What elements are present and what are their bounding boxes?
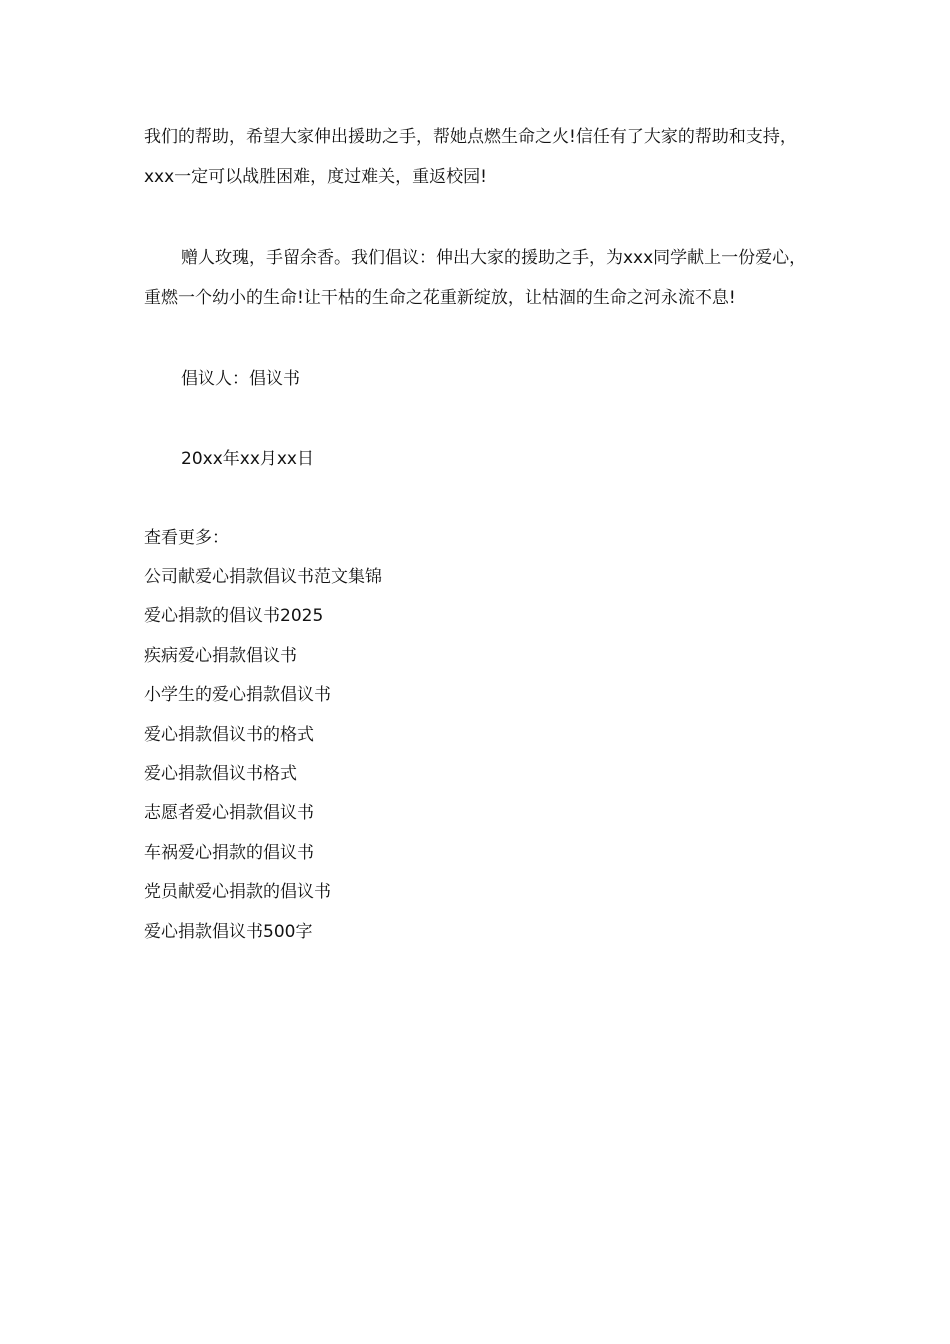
see-more-link[interactable]: 车祸爱心捐款的倡议书: [144, 842, 314, 863]
see-more-link[interactable]: 爱心捐款倡议书的格式: [144, 724, 314, 745]
see-more-section: [144, 519, 809, 952]
document-body: [144, 117, 809, 952]
see-more-link[interactable]: 爱心捐款的倡议书2025: [144, 606, 324, 627]
paragraph-proposal: 赠人玫瑰，手留余香。我们倡议：伸出大家的援助之手，为xxx同学献上一份爱心，重燃一个幼小的生命!让干枯的生命之花重新绽放，让枯涸的生命之河永流不息!: [144, 248, 807, 308]
see-more-link[interactable]: 疾病爱心捐款倡议书: [144, 645, 297, 666]
date-line: 20xx年xx月xx日: [181, 449, 314, 469]
see-more-link[interactable]: 公司献爱心捐款倡议书范文集锦: [144, 567, 382, 587]
see-more-link[interactable]: 爱心捐款倡议书500字: [144, 921, 313, 942]
see-more-link[interactable]: 爱心捐款倡议书格式: [144, 764, 297, 785]
see-more-link[interactable]: 小学生的爱心捐款倡议书: [144, 685, 331, 706]
paragraph-help-appeal: 我们的帮助，希望大家伸出援助之手，帮她点燃生命之火!信任有了大家的帮助和支持，xxx一定可以战胜困难，度过难关，重返校园!: [144, 127, 797, 187]
see-more-link[interactable]: 志愿者爱心捐款倡议书: [144, 803, 314, 824]
see-more-link[interactable]: 党员献爱心捐款的倡议书: [144, 882, 331, 903]
see-more-list: [144, 558, 809, 952]
signature-line: 倡议人：倡议书: [181, 369, 300, 389]
see-more-title: 查看更多：: [144, 528, 229, 548]
